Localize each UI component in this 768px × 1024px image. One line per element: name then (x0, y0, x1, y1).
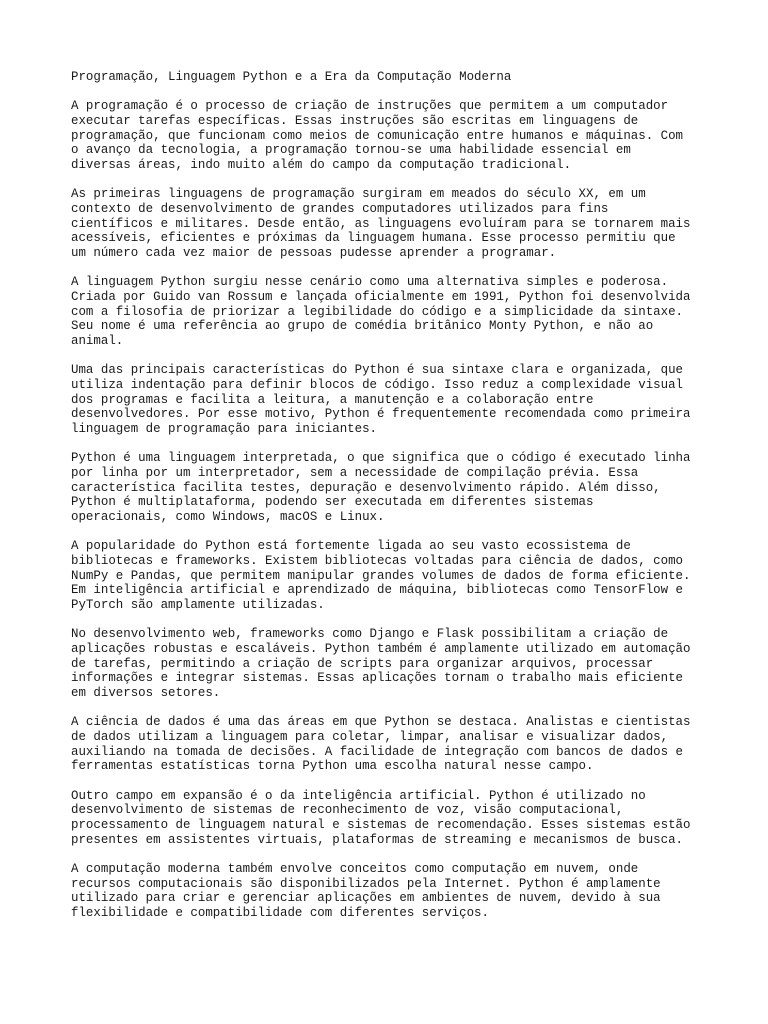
paragraph-line: científicos e militares. Desde então, as linguagens evoluíram para se tornarem mais (71, 216, 691, 231)
paragraph-line: Python é multiplataforma, podendo ser executada em diferentes sistemas (71, 495, 594, 510)
paragraph-line: acessíveis, eficientes e próximas da linguagem humana. Esse processo permitiu que (71, 231, 676, 246)
paragraph-line: PyTorch são amplamente utilizadas. (71, 598, 325, 613)
paragraph-line: por linha por um interpretador, sem a necessidade de compilação prévia. Essa (71, 465, 639, 480)
paragraph-line: A linguagem Python surgiu nesse cenário como uma alternativa simples e poderosa. (71, 275, 669, 290)
paragraph-1 (71, 99, 711, 173)
paragraph-line: NumPy e Pandas, que permitem manipular grandes volumes de dados de forma eficiente. (71, 568, 691, 583)
paragraph-line: dos programas e facilita a leitura, a manutenção e a colaboração entre (71, 392, 594, 407)
paragraph-line: A ciência de dados é uma das áreas em que Python se destaca. Analistas e cientistas (71, 715, 691, 730)
paragraph-line: Em inteligência artificial e aprendizado de máquina, bibliotecas como TensorFlow e (71, 583, 684, 598)
paragraph-line: informações e integrar sistemas. Essas aplicações tornam o trabalho mais eficiente (71, 671, 684, 686)
paragraph-line: com a filosofia de priorizar a legibilidade do código e a simplicidade da sintaxe. (71, 304, 684, 319)
paragraph-line: Outro campo em expansão é o da inteligência artificial. Python é utilizado no (71, 788, 646, 803)
paragraph-line: processamento de linguagem natural e sistemas de recomendação. Esses sistemas estão (71, 818, 691, 833)
paragraph-line: bibliotecas e frameworks. Existem bibliotecas voltadas para ciência de dados, como (71, 553, 684, 568)
paragraph-line: ferramentas estatísticas torna Python uma escolha natural nesse campo. (71, 759, 594, 774)
paragraph-8 (71, 715, 711, 774)
paragraph-line: operacionais, como Windows, macOS e Linux. (71, 510, 385, 525)
paragraph-line: linguagem de programação para iniciantes. (71, 422, 378, 437)
paragraph-line: Python é uma linguagem interpretada, o que significa que o código é executado linha (71, 451, 691, 466)
paragraph-9 (71, 789, 711, 848)
paragraph-line: diversas áreas, indo muito além do campo da computação tradicional. (71, 158, 572, 173)
document-title: Programação, Linguagem Python e a Era da Computação Moderna (71, 70, 512, 84)
paragraph-line: contexto de desenvolvimento de grandes computadores utilizados para fins (71, 201, 609, 216)
paragraph-2 (71, 187, 711, 261)
paragraph-4 (71, 363, 711, 437)
paragraph-line: de dados utilizam a linguagem para coletar, limpar, analisar e visualizar dados, (71, 730, 669, 745)
paragraph-line: um número cada vez maior de pessoas pudesse aprender a programar. (71, 246, 557, 261)
paragraph-line: característica facilita testes, depuração e desenvolvimento rápido. Além disso, (71, 480, 661, 495)
paragraph-line: presentes em assistentes virtuais, plataformas de streaming e mecanismos de busca. (71, 832, 684, 847)
document-body (71, 70, 711, 935)
paragraph-line: A computação moderna também envolve conceitos como computação em nuvem, onde (71, 861, 639, 876)
paragraph-line: o avanço da tecnologia, a programação tornou-se uma habilidade essencial em (71, 143, 631, 158)
paragraph-line: Uma das principais características do Python é sua sintaxe clara e organizada, que (71, 363, 684, 378)
paragraph-line: Criada por Guido van Rossum e lançada oficialmente em 1991, Python foi desenvolvida (71, 289, 691, 304)
paragraph-line: animal. (71, 334, 124, 349)
paragraph-line: As primeiras linguagens de programação surgiram em meados do século XX, em um (71, 187, 646, 202)
paragraph-line: desenvolvedores. Por esse motivo, Python é frequentemente recomendada como primeira (71, 407, 691, 422)
paragraph-line: A programação é o processo de criação de instruções que permitem a um computador (71, 99, 669, 114)
paragraph-line: A popularidade do Python está fortemente ligada ao seu vasto ecossistema de (71, 539, 631, 554)
paragraph-6 (71, 539, 711, 613)
paragraph-line: de tarefas, permitindo a criação de scripts para organizar arquivos, processar (71, 656, 654, 671)
paragraph-10 (71, 862, 711, 921)
paragraph-line: programação, que funcionam como meios de comunicação entre humanos e máquinas. Com (71, 128, 684, 143)
paragraph-line: No desenvolvimento web, frameworks como Django e Flask possibilitam a criação de (71, 627, 669, 642)
paragraph-7 (71, 627, 711, 701)
paragraph-5 (71, 451, 711, 525)
paragraph-line: Seu nome é uma referência ao grupo de comédia britânico Monty Python, e não ao (71, 319, 654, 334)
paragraph-line: executar tarefas específicas. Essas instruções são escritas em linguagens de (71, 113, 639, 128)
paragraph-line: flexibilidade e compatibilidade com diferentes serviços. (71, 906, 489, 921)
paragraph-line: utiliza indentação para definir blocos de código. Isso reduz a complexidade visual (71, 377, 684, 392)
paragraph-line: aplicações robustas e escaláveis. Python também é amplamente utilizado em automação (71, 642, 691, 656)
paragraph-line: em diversos setores. (71, 686, 221, 701)
paragraph-3 (71, 275, 711, 349)
paragraph-line: utilizado para criar e gerenciar aplicações em ambientes de nuvem, devido à sua (71, 891, 661, 906)
paragraph-line: recursos computacionais são disponibilizados pela Internet. Python é amplamente (71, 876, 661, 891)
paragraph-line: auxiliando na tomada de decisões. A facilidade de integração com bancos de dados e (71, 744, 684, 759)
paragraph-line: desenvolvimento de sistemas de reconhecimento de voz, visão computacional, (71, 803, 624, 818)
